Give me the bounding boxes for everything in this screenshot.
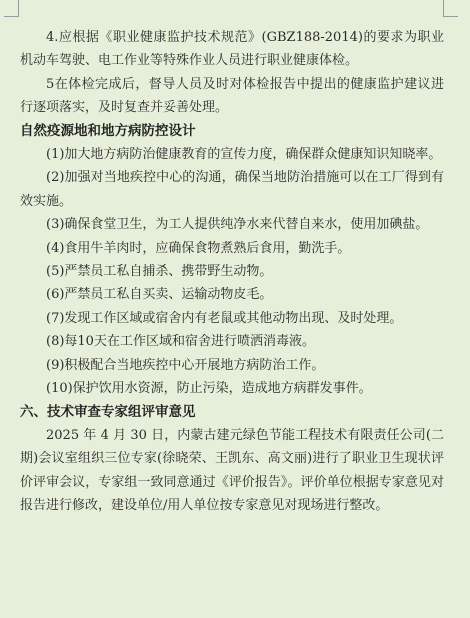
endemic-item-4: (4)食用牛羊肉时，应确保食物煮熟后食用，勤洗手。 bbox=[46, 240, 351, 256]
section-heading-endemic-control: 自然疫源地和地方病防控设计 bbox=[20, 122, 196, 139]
document-body bbox=[20, 26, 444, 518]
paragraph-health-exam-standard: 4.应根据《职业健康监护技术规范》(GBZ188-2014)的要求为职业机动车驾驶、电工作业等特殊作业人员进行职业健康体检。 bbox=[20, 30, 444, 69]
page-corner-mark-left bbox=[4, 0, 19, 17]
endemic-item-6: (6)严禁员工私自买卖、运输动物皮毛。 bbox=[46, 287, 273, 303]
endemic-item-10: (10)保护饮用水资源，防止污染，造成地方病群发事件。 bbox=[46, 381, 372, 397]
section-heading-expert-review: 六、技术审查专家组评审意见 bbox=[20, 403, 196, 420]
endemic-item-2: (2)加强对当地疾控中心的沟通，确保当地防治措施可以在工厂得到有效实施。 bbox=[20, 170, 444, 209]
page-corner-mark-right bbox=[443, 0, 458, 17]
endemic-item-7: (7)发现工作区域或宿舍内有老鼠或其他动物出现、及时处理。 bbox=[46, 310, 403, 326]
endemic-item-8: (8)每10天在工作区域和宿舍进行喷洒消毒液。 bbox=[46, 334, 315, 350]
paragraph-expert-review: 2025 年 4 月 30 日，内蒙古建元绿色节能工程技术有限责任公司(二期)会议室组织三位专家(徐晓荣、王凯东、高文丽)进行了职业卫生现状评价评审会议，专家组一致同意通过《评价报告》。评价单位根据专家意见对报告进行修改，建设单位/用人单位按专家意见对现场进行整改。 bbox=[20, 427, 444, 514]
endemic-item-1: (1)加大地方病防治健康教育的宣传力度，确保群众健康知识知晓率。 bbox=[46, 147, 442, 163]
endemic-item-3: (3)确保食堂卫生，为工人提供纯净水来代替自来水，使用加碘盐。 bbox=[46, 217, 429, 233]
endemic-item-9: (9)积极配合当地疾控中心开展地方病防治工作。 bbox=[46, 357, 325, 373]
paragraph-health-exam-followup: 5在体检完成后，督导人员及时对体检报告中提出的健康监护建议进行逐项落实，及时复查并妥善处理。 bbox=[20, 76, 444, 116]
endemic-item-5: (5)严禁员工私自捕杀、携带野生动物。 bbox=[46, 264, 273, 280]
